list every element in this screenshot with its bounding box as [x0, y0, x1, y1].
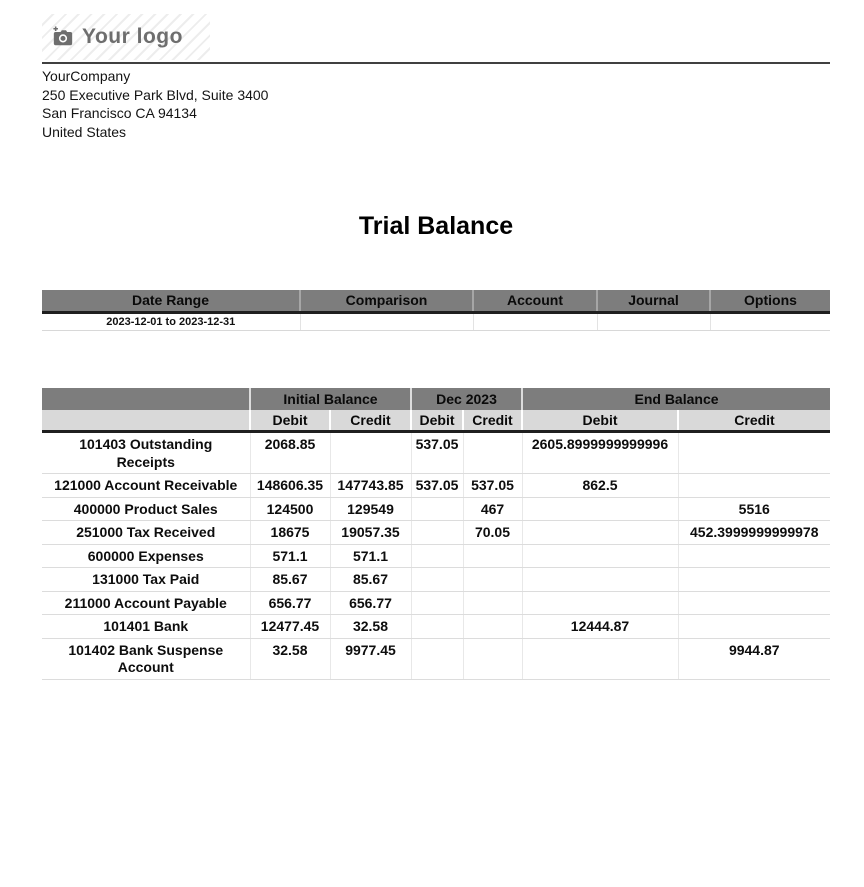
- amount-cell: 9977.45: [330, 638, 411, 679]
- amount-cell: [411, 497, 463, 521]
- table-row: [42, 615, 830, 639]
- amount-cell: 467: [463, 497, 522, 521]
- amount-cell: [463, 591, 522, 615]
- table-row: [42, 521, 830, 545]
- amount-cell: [463, 568, 522, 592]
- amount-cell: 19057.35: [330, 521, 411, 545]
- amount-cell: 18675: [250, 521, 330, 545]
- amount-cell: [678, 432, 830, 474]
- table-row: [42, 497, 830, 521]
- group-header-initial-balance: Initial Balance: [250, 388, 411, 410]
- account-column-subheader: [42, 410, 250, 432]
- amount-cell: 656.77: [330, 591, 411, 615]
- amount-cell: [463, 638, 522, 679]
- company-address-line: San Francisco CA 94134: [42, 105, 197, 121]
- amount-cell: [522, 521, 678, 545]
- company-logo: [42, 14, 210, 60]
- filter-column-header-account: Account: [473, 290, 597, 312]
- trial-balance-report-page: [42, 14, 830, 680]
- amount-cell: 85.67: [250, 568, 330, 592]
- amount-cell: 862.5: [522, 474, 678, 498]
- amount-cell: 656.77: [250, 591, 330, 615]
- amount-cell: 2605.8999999999996: [522, 432, 678, 474]
- logo-placeholder-text: Your logo: [82, 25, 183, 48]
- account-name-cell: 400000 Product Sales: [42, 497, 250, 521]
- account-name-cell: 121000 Account Receivable: [42, 474, 250, 498]
- journal-filter-value: [597, 312, 710, 330]
- company-address-line: United States: [42, 123, 127, 140]
- account-name-cell: 101403 Outstanding Receipts: [42, 432, 250, 474]
- table-row: [42, 591, 830, 615]
- amount-cell: [463, 544, 522, 568]
- amount-cell: [522, 544, 678, 568]
- group-header-period: Dec 2023: [411, 388, 522, 410]
- table-row: [42, 432, 830, 474]
- table-row: [42, 544, 830, 568]
- amount-cell: [330, 432, 411, 474]
- amount-cell: [522, 591, 678, 615]
- trial-balance-body: [42, 432, 830, 680]
- amount-cell: [522, 568, 678, 592]
- company-name: YourCompany: [42, 68, 131, 84]
- amount-cell: 9944.87: [678, 638, 830, 679]
- filters-header-row: [42, 290, 830, 312]
- amount-cell: 5516: [678, 497, 830, 521]
- amount-cell: 129549: [330, 497, 411, 521]
- amount-cell: 537.05: [411, 474, 463, 498]
- amount-cell: 148606.35: [250, 474, 330, 498]
- subheader-credit: Credit: [463, 410, 522, 432]
- amount-cell: 452.3999999999978: [678, 521, 830, 545]
- camera-plus-icon: [52, 26, 74, 48]
- group-header-row: [42, 388, 830, 410]
- amount-cell: [522, 638, 678, 679]
- account-name-cell: 600000 Expenses: [42, 544, 250, 568]
- table-row: [42, 638, 830, 679]
- subheader-credit: Credit: [678, 410, 830, 432]
- amount-cell: 12444.87: [522, 615, 678, 639]
- amount-cell: 571.1: [330, 544, 411, 568]
- options-value: [710, 312, 830, 330]
- amount-cell: [411, 544, 463, 568]
- amount-cell: 147743.85: [330, 474, 411, 498]
- amount-cell: [411, 568, 463, 592]
- filter-column-header-date-range: Date Range: [42, 290, 300, 312]
- subheader-debit: Debit: [250, 410, 330, 432]
- amount-cell: [411, 615, 463, 639]
- amount-cell: [411, 521, 463, 545]
- amount-cell: [678, 474, 830, 498]
- amount-cell: 571.1: [250, 544, 330, 568]
- group-header-end-balance: End Balance: [522, 388, 830, 410]
- filter-column-header-journal: Journal: [597, 290, 710, 312]
- amount-cell: 124500: [250, 497, 330, 521]
- account-column-header: [42, 388, 250, 410]
- filter-column-header-options: Options: [710, 290, 830, 312]
- filters-value-row: [42, 312, 830, 330]
- date-range-value: 2023-12-01 to 2023-12-31: [42, 312, 300, 330]
- amount-cell: 537.05: [463, 474, 522, 498]
- amount-cell: 537.05: [411, 432, 463, 474]
- company-address-line: 250 Executive Park Blvd, Suite 3400: [42, 86, 269, 103]
- account-name-cell: 211000 Account Payable: [42, 591, 250, 615]
- amount-cell: 32.58: [250, 638, 330, 679]
- amount-cell: [678, 568, 830, 592]
- amount-cell: [463, 432, 522, 474]
- filters-table: [42, 290, 830, 331]
- filter-column-header-comparison: Comparison: [300, 290, 473, 312]
- account-name-cell: 131000 Tax Paid: [42, 568, 250, 592]
- amount-cell: [678, 544, 830, 568]
- amount-cell: 2068.85: [250, 432, 330, 474]
- subheader-debit: Debit: [411, 410, 463, 432]
- amount-cell: [411, 591, 463, 615]
- company-address-block: [42, 67, 830, 141]
- amount-cell: 32.58: [330, 615, 411, 639]
- account-name-cell: 101401 Bank: [42, 615, 250, 639]
- account-name-cell: 101402 Bank Suspense Account: [42, 638, 250, 679]
- table-row: [42, 474, 830, 498]
- trial-balance-table: [42, 388, 830, 680]
- account-filter-value: [473, 312, 597, 330]
- subheader-debit: Debit: [522, 410, 678, 432]
- amount-cell: [522, 497, 678, 521]
- report-title: Trial Balance: [358, 212, 514, 240]
- subheader-row: [42, 410, 830, 432]
- subheader-credit: Credit: [330, 410, 411, 432]
- amount-cell: 85.67: [330, 568, 411, 592]
- account-name-cell: 251000 Tax Received: [42, 521, 250, 545]
- header-divider: [42, 62, 830, 64]
- amount-cell: [463, 615, 522, 639]
- comparison-value: [300, 312, 473, 330]
- amount-cell: [678, 591, 830, 615]
- amount-cell: [678, 615, 830, 639]
- amount-cell: 12477.45: [250, 615, 330, 639]
- table-row: [42, 568, 830, 592]
- amount-cell: 70.05: [463, 521, 522, 545]
- amount-cell: [411, 638, 463, 679]
